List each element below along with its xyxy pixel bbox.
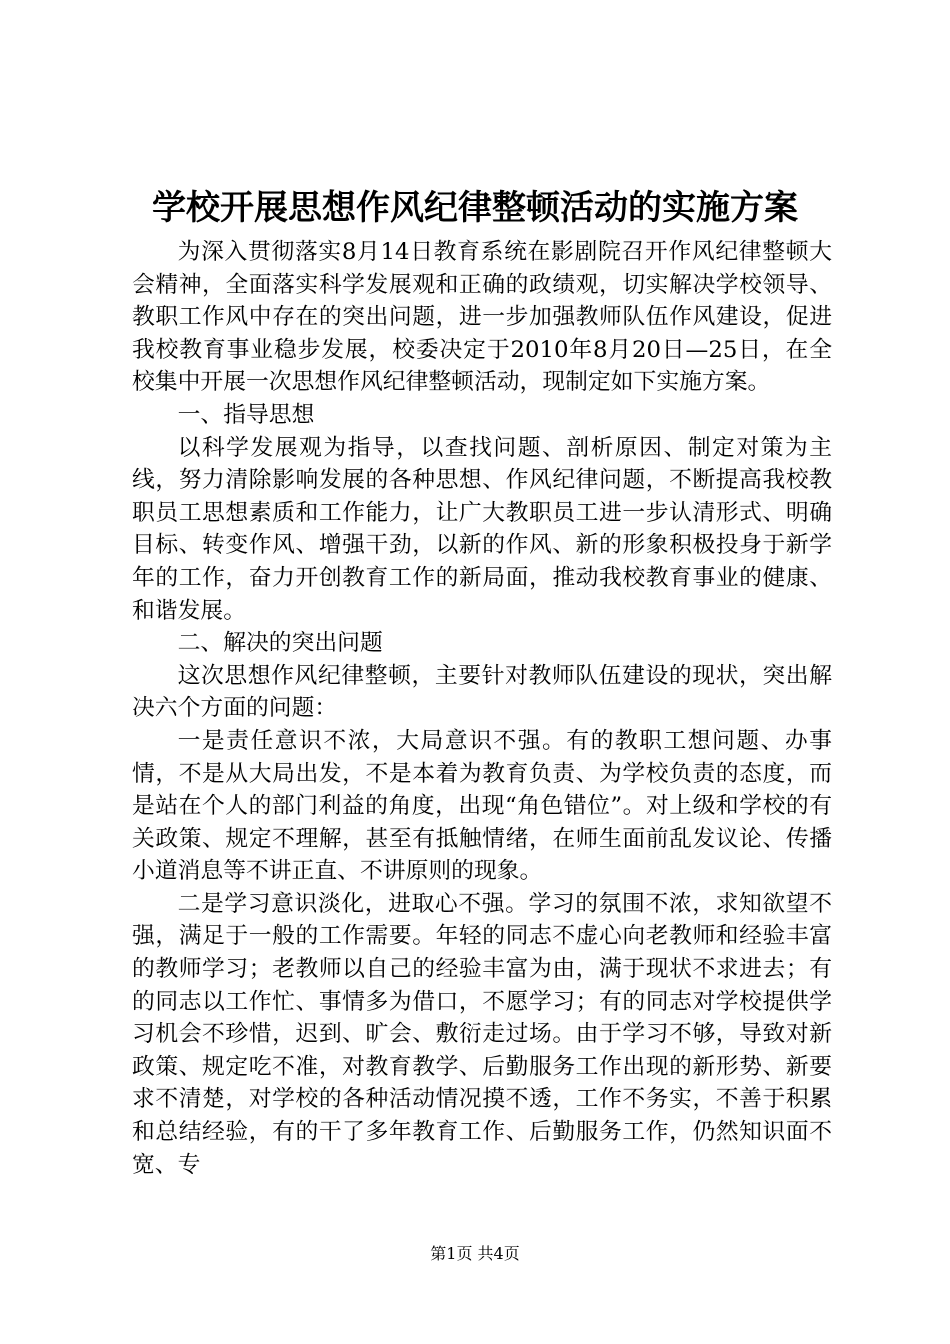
document-body <box>132 236 832 1181</box>
section-heading-guiding-thought: 一、指导思想 <box>177 401 315 428</box>
page-number-footer: 第1页 共4页 <box>430 1244 520 1263</box>
section-heading-problems: 二、解决的突出问题 <box>177 630 383 657</box>
intro-paragraph: 为深入贯彻落实8月14日教育系统在影剧院召开作风纪律整顿大会精神，全面落实科学发展观和正确的政绩观，切实解决学校领导、教职工作风中存在的突出问题，进一步加强教师队伍作风建设，促进我校教育事业稳步发展，校委决定于2010年8月20日—25日，在全校集中开展一次思想作风纪律整顿活动，现制定如下实施方案。 <box>132 239 832 396</box>
problem-one-paragraph: 一是责任意识不浓，大局意识不强。有的教职工想问题、办事情，不是从大局出发，不是本着为教育负责、为学校负责的态度，而是站在个人的部门利益的角度，出现“角色错位”。对上级和学校的有关政策、规定不理解，甚至有抵触情绪，在师生面前乱发议论、传播小道消息等不讲正直、不讲原则的现象。 <box>132 727 832 885</box>
guiding-thought-paragraph: 以科学发展观为指导，以查找问题、剖析原因、制定对策为主线，努力清除影响发展的各种思想、作风纪律问题，不断提高我校教职员工思想素质和工作能力，让广大教职员工进一步认清形式、明确目标、转变作风、增强干劲，以新的作风、新的形象积极投身于新学年的工作，奋力开创教育工作的新局面，推动我校教育事业的健康、和谐发展。 <box>132 434 832 624</box>
problem-two-paragraph: 二是学习意识淡化，进取心不强。学习的氛围不浓，求知欲望不强，满足于一般的工作需要。年轻的同志不虚心向老教师和经验丰富的教师学习；老教师以自己的经验丰富为由，满于现状不求进去；有的同志以工作忙、事情多为借口，不愿学习；有的同志对学校提供学习机会不珍惜，迟到、旷会、敷衍走过场。由于学习不够，导致对新政策、规定吃不准，对教育教学、后勤服务工作出现的新形势、新要求不清楚，对学校的各种活动情况摸不透，工作不务实，不善于积累和总结经验，有的干了多年教育工作、后勤服务工作，仍然知识面不宽、专 <box>132 890 832 1178</box>
problems-intro-paragraph: 这次思想作风纪律整顿，主要针对教师队伍建设的现状，突出解决六个方面的问题： <box>132 662 832 722</box>
document-title: 学校开展思想作风纪律整顿活动的实施方案 <box>152 188 798 228</box>
